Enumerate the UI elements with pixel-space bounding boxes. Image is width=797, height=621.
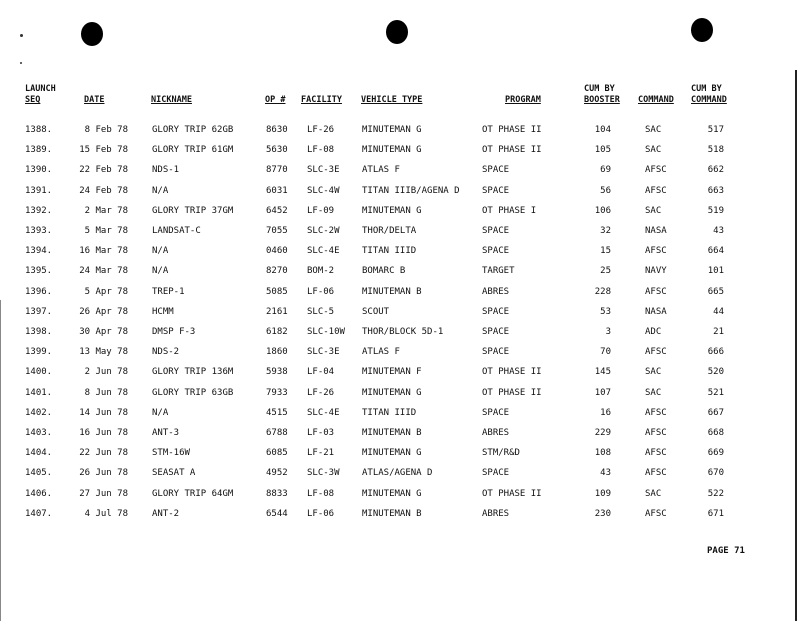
cell-cum-by-command: 522 [707,488,724,499]
cell-cum-by-command: 666 [707,347,724,358]
cell-date: 26 Apr 78 [79,306,128,317]
cell-cum-by-booster: 107 [594,387,611,398]
cell-nickname: SEASAT A [152,468,196,479]
cell-vehicle-type: THOR/BLOCK 5D-1 [362,327,444,337]
cell-vehicle-type: MINUTEMAN G [362,205,422,216]
cell-op-number: 6182 [266,327,288,337]
cell-date: 5 Apr 78 [84,286,128,297]
cell-facility: LF-08 [307,488,335,499]
cell-command: SAC [645,145,662,156]
cell-command: AFSC [645,185,667,196]
header-cum-by-command [691,84,727,106]
cell-facility: SLC-3E [307,165,340,176]
cell-launch-seq: 1404. [25,448,53,459]
cell-facility: LF-26 [307,125,335,135]
header-launch-seq [25,84,56,106]
cell-launch-seq: 1406. [25,488,53,499]
cell-cum-by-booster: 145 [594,367,611,378]
cell-facility: SLC-4W [307,185,340,196]
cell-nickname: N/A [152,407,169,418]
cell-cum-by-booster: 104 [594,125,611,135]
cell-op-number: 5630 [266,145,288,156]
header-command: COMMAND [638,95,674,105]
cell-program: SPACE [482,185,510,196]
cell-nickname: N/A [152,246,169,257]
cell-cum-by-command: 21 [713,327,724,337]
cell-cum-by-command: 662 [707,165,724,176]
cell-vehicle-type: TITAN IIID [362,246,417,257]
cell-facility: LF-04 [307,367,335,378]
cell-cum-by-booster: 43 [600,468,611,479]
cell-date: 8 Jun 78 [84,387,128,398]
table-row [0,367,797,387]
cell-date: 30 Apr 78 [79,327,128,337]
cell-op-number: 6544 [266,508,288,519]
cell-vehicle-type: MINUTEMAN F [362,367,422,378]
cell-program: TARGET [482,266,515,277]
cell-op-number: 6085 [266,448,288,459]
cell-program: STM/R&D [482,448,520,459]
cell-cum-by-booster: 106 [594,205,611,216]
table-row [0,307,797,327]
cell-cum-by-booster: 3 [605,327,611,337]
cell-facility: LF-06 [307,508,335,519]
table-row [0,165,797,185]
table-row [0,125,797,145]
cell-op-number: 5938 [266,367,288,378]
cell-facility: LF-06 [307,286,335,297]
cell-cum-by-booster: 108 [594,448,611,459]
cell-date: 16 Jun 78 [79,428,128,438]
cell-cum-by-booster: 53 [600,306,611,317]
cell-date: 4 Jul 78 [84,508,128,519]
cell-cum-by-command: 520 [707,367,724,378]
table-row [0,428,797,448]
cell-cum-by-command: 518 [707,145,724,156]
cell-nickname: GLORY TRIP 63GB [152,387,234,398]
cell-op-number: 6031 [266,185,288,196]
cell-cum-by-command: 665 [707,286,724,297]
cell-facility: SLC-4E [307,246,340,257]
table-row [0,448,797,468]
header-booster-label: BOOSTER [584,95,620,105]
cell-launch-seq: 1396. [25,286,53,297]
cell-command: AFSC [645,286,667,297]
cell-date: 22 Jun 78 [79,448,128,459]
cell-command: AFSC [645,347,667,358]
header-program: PROGRAM [505,95,541,105]
cell-vehicle-type: MINUTEMAN G [362,387,422,398]
cell-op-number: 8270 [266,266,288,277]
cell-vehicle-type: TITAN IIIB/AGENA D [362,185,460,196]
cell-date: 2 Jun 78 [84,367,128,378]
cell-vehicle-type: MINUTEMAN G [362,145,422,156]
cell-cum-by-booster: 16 [600,407,611,418]
cell-op-number: 6788 [266,428,288,438]
cell-op-number: 2161 [266,306,288,317]
cell-program: SPACE [482,165,510,176]
cell-op-number: 0460 [266,246,288,257]
table-row [0,226,797,246]
table-row [0,186,797,206]
cell-facility: SLC-10W [307,327,345,337]
cell-command: AFSC [645,165,667,176]
cell-command: NASA [645,306,667,317]
cell-facility: BOM-2 [307,266,335,277]
cell-launch-seq: 1395. [25,266,53,277]
cell-command: SAC [645,125,662,135]
cell-launch-seq: 1405. [25,468,53,479]
cell-date: 14 Jun 78 [79,407,128,418]
cell-program: SPACE [482,306,510,317]
cell-nickname: GLORY TRIP 61GM [152,145,234,156]
cell-command: AFSC [645,448,667,459]
cell-op-number: 7933 [266,387,288,398]
cell-nickname: GLORY TRIP 136M [152,367,234,378]
table-row [0,266,797,286]
table-row [0,509,797,529]
cell-cum-by-booster: 228 [594,286,611,297]
table-row [0,145,797,165]
table-row [0,246,797,266]
cell-command: SAC [645,387,662,398]
cell-command: NAVY [645,266,667,277]
cell-command: SAC [645,205,662,216]
cell-vehicle-type: SCOUT [362,306,390,317]
cell-command: AFSC [645,407,667,418]
cell-command: AFSC [645,508,667,519]
page-number: PAGE 71 [707,546,745,556]
header-date: DATE [84,95,105,105]
table-row [0,489,797,509]
cell-nickname: DMSP F-3 [152,327,196,337]
cell-program: SPACE [482,246,510,257]
cell-date: 24 Mar 78 [79,266,128,277]
cell-nickname: STM-16W [152,448,190,459]
cell-program: OT PHASE I [482,205,537,216]
cell-date: 27 Jun 78 [79,488,128,499]
cell-vehicle-type: MINUTEMAN G [362,125,422,135]
cell-launch-seq: 1397. [25,306,53,317]
cell-cum-by-command: 671 [707,508,724,519]
header-vehicle-type: VEHICLE TYPE [361,95,423,105]
cell-program: ABRES [482,428,510,438]
cell-facility: LF-08 [307,145,335,156]
cell-launch-seq: 1392. [25,205,53,216]
cell-nickname: GLORY TRIP 64GM [152,488,234,499]
cell-nickname: HCMM [152,306,174,317]
cell-date: 22 Feb 78 [79,165,128,176]
table-row [0,206,797,226]
cell-launch-seq: 1391. [25,185,53,196]
cell-op-number: 8770 [266,165,288,176]
header-seq-label: SEQ [25,95,41,105]
cell-cum-by-booster: 56 [600,185,611,196]
cell-nickname: LANDSAT-C [152,226,201,236]
cell-launch-seq: 1407. [25,508,53,519]
cell-vehicle-type: THOR/DELTA [362,226,417,236]
cell-facility: SLC-3E [307,347,340,358]
cell-program: ABRES [482,508,510,519]
cell-vehicle-type: TITAN IIID [362,407,417,418]
cell-launch-seq: 1400. [25,367,53,378]
cell-vehicle-type: MINUTEMAN B [362,508,422,519]
cell-launch-seq: 1389. [25,145,53,156]
cell-nickname: N/A [152,266,169,277]
cell-facility: SLC-5 [307,306,335,317]
cell-nickname: NDS-1 [152,165,180,176]
cell-program: OT PHASE II [482,488,542,499]
header-nickname: NICKNAME [151,95,192,105]
cell-command: AFSC [645,468,667,479]
cell-cum-by-command: 668 [707,428,724,438]
cell-nickname: GLORY TRIP 62GB [152,125,234,135]
header-launch-label: LAUNCH [25,84,56,94]
cell-program: SPACE [482,347,510,358]
cell-launch-seq: 1390. [25,165,53,176]
cell-op-number: 5085 [266,286,288,297]
cell-program: SPACE [482,327,510,337]
cell-op-number: 1860 [266,347,288,358]
cell-cum-by-booster: 69 [600,165,611,176]
cell-command: SAC [645,488,662,499]
cell-cum-by-booster: 15 [600,246,611,257]
header-facility: FACILITY [301,95,342,105]
cell-facility: LF-03 [307,428,335,438]
cell-cum-by-booster: 25 [600,266,611,277]
cell-date: 5 Mar 78 [84,226,128,236]
binder-hole-center [386,20,408,44]
cell-facility: SLC-4E [307,407,340,418]
cell-nickname: ANT-2 [152,508,180,519]
cell-nickname: N/A [152,185,169,196]
cell-facility: LF-09 [307,205,335,216]
cell-date: 24 Feb 78 [79,185,128,196]
cell-launch-seq: 1401. [25,387,53,398]
cell-program: OT PHASE II [482,125,542,135]
cell-vehicle-type: BOMARC B [362,266,406,277]
cell-cum-by-command: 521 [707,387,724,398]
cell-launch-seq: 1394. [25,246,53,257]
cell-program: SPACE [482,407,510,418]
table-row [0,388,797,408]
cell-vehicle-type: ATLAS/AGENA D [362,468,433,479]
cell-vehicle-type: MINUTEMAN B [362,286,422,297]
table-row [0,347,797,367]
cell-vehicle-type: MINUTEMAN B [362,428,422,438]
cell-nickname: ANT-3 [152,428,180,438]
cell-cum-by-booster: 105 [594,145,611,156]
cell-cum-by-command: 517 [707,125,724,135]
cell-date: 8 Feb 78 [84,125,128,135]
cell-launch-seq: 1398. [25,327,53,337]
cell-cum-by-command: 664 [707,246,724,257]
cell-command: SAC [645,367,662,378]
cell-vehicle-type: MINUTEMAN G [362,488,422,499]
cell-vehicle-type: ATLAS F [362,347,400,358]
cell-launch-seq: 1403. [25,428,53,438]
cell-date: 16 Mar 78 [79,246,128,257]
cell-program: OT PHASE II [482,387,542,398]
header-cum-by-label: CUM BY [584,84,615,94]
scan-speck [20,34,23,37]
binder-hole-right [691,18,713,42]
cell-date: 2 Mar 78 [84,205,128,216]
table-row [0,287,797,307]
cell-cum-by-booster: 109 [594,488,611,499]
cell-cum-by-command: 669 [707,448,724,459]
cell-command: AFSC [645,246,667,257]
cell-launch-seq: 1393. [25,226,53,236]
table-row [0,408,797,428]
cell-op-number: 6452 [266,205,288,216]
cell-cum-by-command: 667 [707,407,724,418]
cell-facility: SLC-3W [307,468,340,479]
cell-date: 13 May 78 [79,347,128,358]
cell-program: OT PHASE II [482,367,542,378]
cell-cum-by-command: 670 [707,468,724,479]
cell-program: SPACE [482,468,510,479]
table-row [0,327,797,347]
cell-command: NASA [645,226,667,236]
header-op: OP # [265,95,286,105]
cell-op-number: 4952 [266,468,288,479]
header-cum-by-booster [584,84,620,106]
cell-command: AFSC [645,428,667,438]
header-cum-by-label: CUM BY [691,84,722,94]
scan-speck [20,62,22,64]
table-row [0,468,797,488]
cell-op-number: 7055 [266,226,288,236]
cell-launch-seq: 1399. [25,347,53,358]
cell-program: ABRES [482,286,510,297]
cell-facility: LF-21 [307,448,335,459]
cell-launch-seq: 1388. [25,125,53,135]
cell-op-number: 8833 [266,488,288,499]
cell-cum-by-command: 519 [707,205,724,216]
header-command-label: COMMAND [691,95,727,105]
cell-cum-by-command: 101 [707,266,724,277]
cell-cum-by-booster: 32 [600,226,611,236]
binder-hole-left [81,22,103,46]
cell-cum-by-command: 44 [713,306,724,317]
cell-cum-by-booster: 229 [594,428,611,438]
cell-nickname: GLORY TRIP 37GM [152,205,234,216]
cell-cum-by-command: 663 [707,185,724,196]
cell-vehicle-type: ATLAS F [362,165,400,176]
cell-cum-by-command: 43 [713,226,724,236]
cell-nickname: TREP-1 [152,286,185,297]
cell-command: ADC [645,327,662,337]
cell-date: 15 Feb 78 [79,145,128,156]
cell-program: SPACE [482,226,510,236]
cell-cum-by-booster: 70 [600,347,611,358]
cell-op-number: 4515 [266,407,288,418]
cell-facility: LF-26 [307,387,335,398]
cell-launch-seq: 1402. [25,407,53,418]
cell-facility: SLC-2W [307,226,340,236]
cell-date: 26 Jun 78 [79,468,128,479]
cell-program: OT PHASE II [482,145,542,156]
cell-vehicle-type: MINUTEMAN G [362,448,422,459]
cell-cum-by-booster: 230 [594,508,611,519]
cell-op-number: 8630 [266,125,288,135]
cell-nickname: NDS-2 [152,347,180,358]
